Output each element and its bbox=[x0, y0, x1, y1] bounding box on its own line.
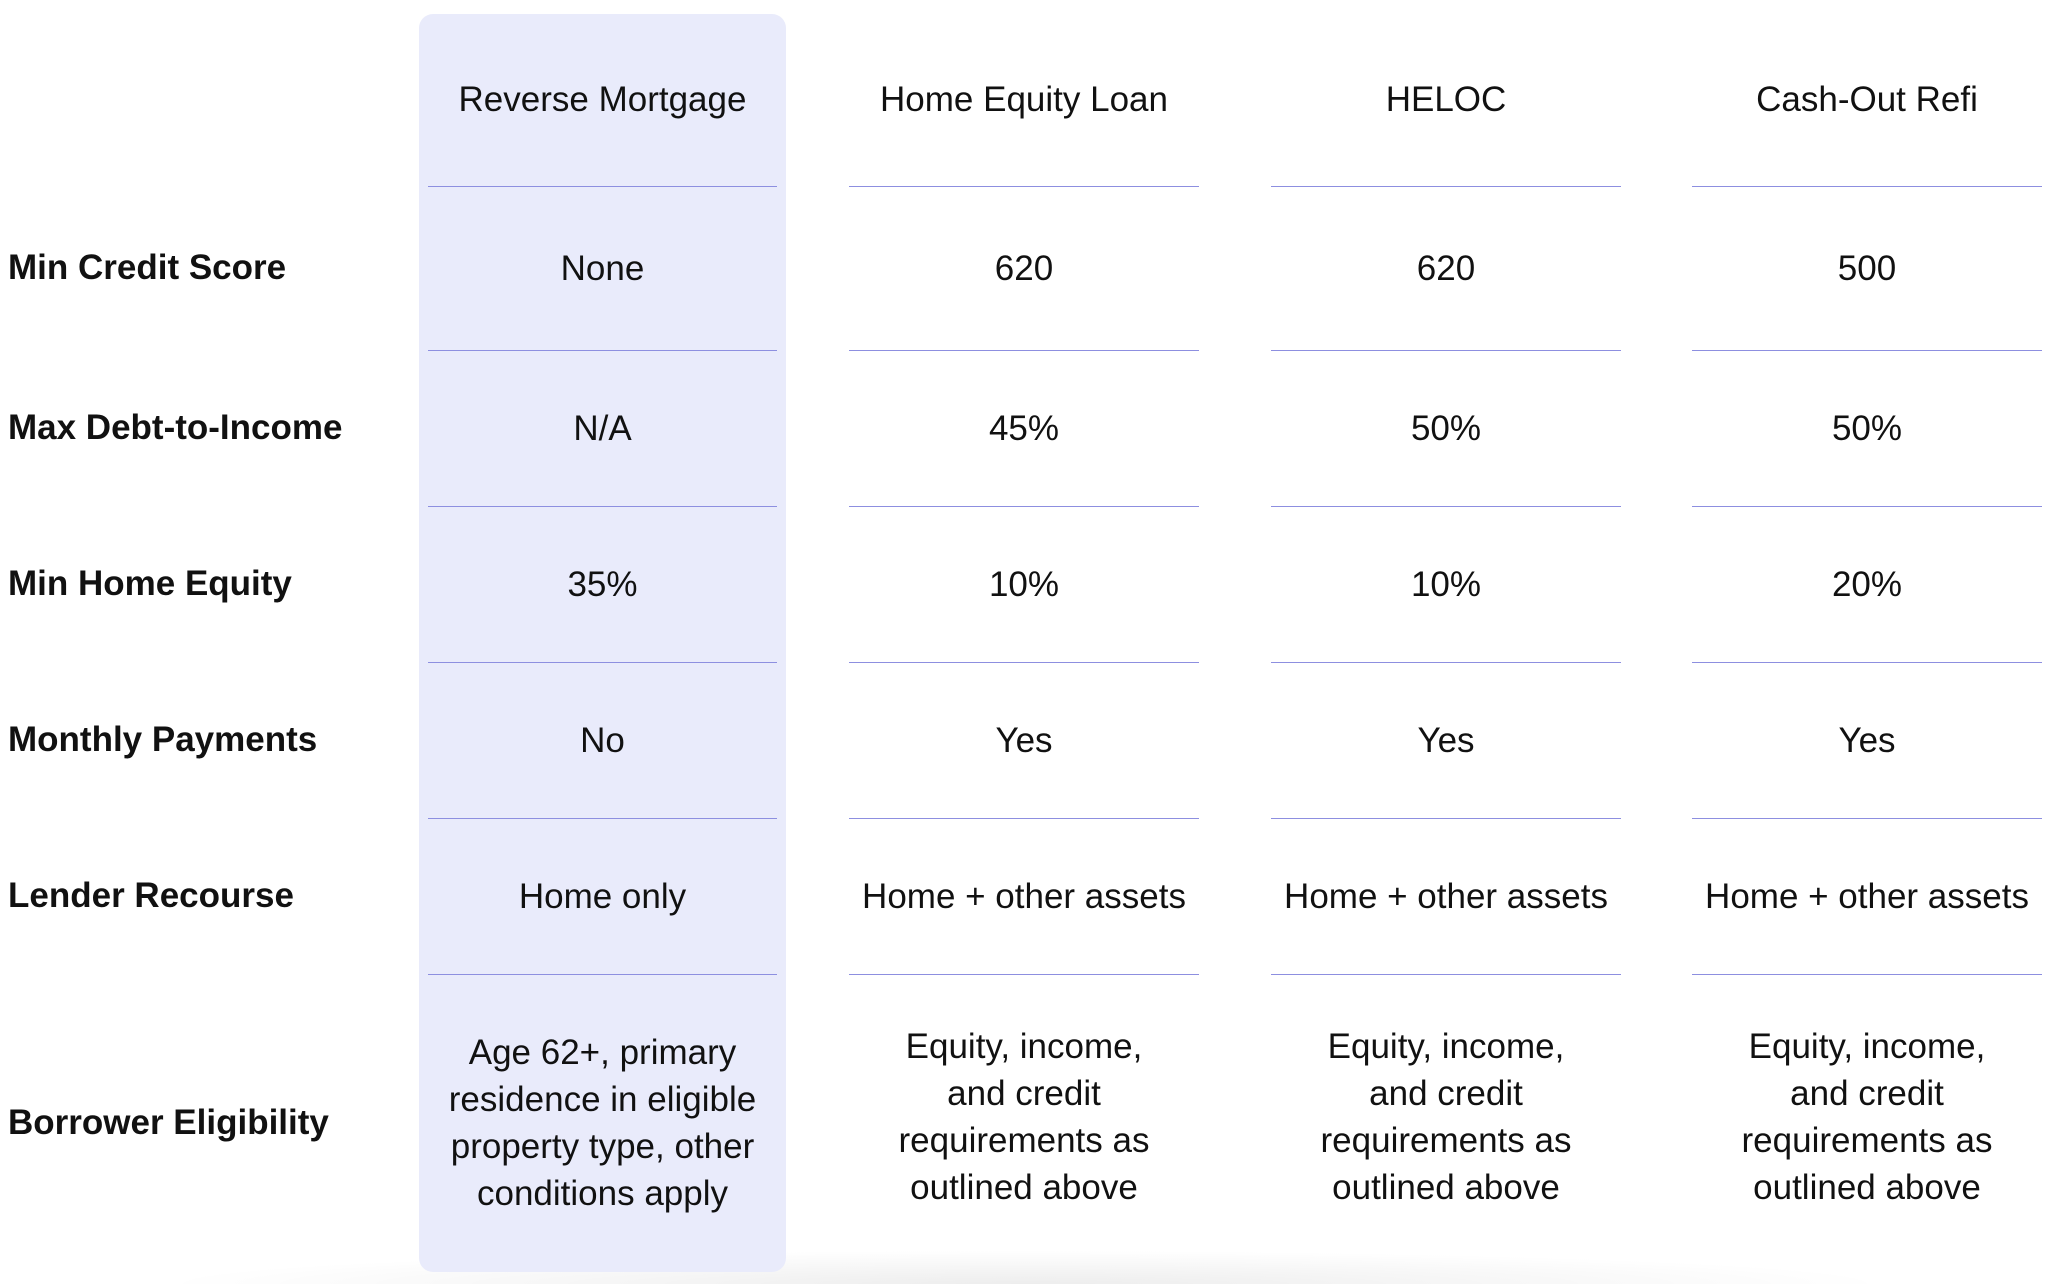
table-cell: 50% bbox=[1410, 408, 1482, 448]
table-cell: Age 62+, primary residence in eligible property type, other conditions apply bbox=[448, 1033, 757, 1213]
table-cell: Equity, income, and credit requirements as outlined above bbox=[1741, 1027, 1993, 1207]
table-cell: 35% bbox=[567, 564, 638, 604]
column-header-cash-out-refi: Cash-Out Refi bbox=[1756, 80, 1978, 119]
table-cell: No bbox=[580, 720, 625, 760]
row-label-min-home-equity: Min Home Equity bbox=[8, 564, 292, 603]
row-divider bbox=[849, 974, 1199, 975]
row-label-borrower-eligibility: Borrower Eligibility bbox=[8, 1103, 329, 1142]
table-cell: 10% bbox=[1410, 564, 1482, 604]
table-cell: Yes bbox=[1838, 720, 1896, 760]
table-cell: 500 bbox=[1837, 248, 1897, 288]
table-cell: Yes bbox=[995, 720, 1053, 760]
table-cell: 50% bbox=[1831, 408, 1903, 448]
table-cell: N/A bbox=[573, 408, 632, 448]
row-label-min-credit-score: Min Credit Score bbox=[8, 248, 287, 287]
table-cell: 620 bbox=[994, 248, 1054, 288]
row-label-monthly-payments: Monthly Payments bbox=[8, 720, 318, 759]
table-cell: 20% bbox=[1831, 564, 1903, 604]
table-cell: 620 bbox=[1416, 248, 1476, 288]
row-label-lender-recourse: Lender Recourse bbox=[8, 876, 294, 915]
row-label-max-debt-to-income: Max Debt-to-Income bbox=[8, 408, 343, 447]
row-divider bbox=[1692, 974, 2042, 975]
column-header-heloc: HELOC bbox=[1385, 80, 1507, 119]
table-cell: Home only bbox=[518, 876, 687, 916]
table-cell: 10% bbox=[988, 564, 1060, 604]
table-cell: 45% bbox=[988, 408, 1060, 448]
table-shadow bbox=[150, 1250, 1900, 1284]
column-header-home-equity-loan: Home Equity Loan bbox=[880, 80, 1168, 119]
column-header-reverse-mortgage: Reverse Mortgage bbox=[458, 80, 747, 119]
table-cell: Yes bbox=[1417, 720, 1475, 760]
row-divider bbox=[1271, 974, 1621, 975]
table-cell: None bbox=[560, 248, 645, 288]
table-cell: Home + other assets bbox=[1705, 876, 2029, 916]
table-cell: Home + other assets bbox=[862, 876, 1186, 916]
table-cell: Equity, income, and credit requirements as outlined above bbox=[898, 1027, 1150, 1207]
table-cell: Equity, income, and credit requirements as outlined above bbox=[1320, 1027, 1572, 1207]
table-cell: Home + other assets bbox=[1284, 876, 1608, 916]
